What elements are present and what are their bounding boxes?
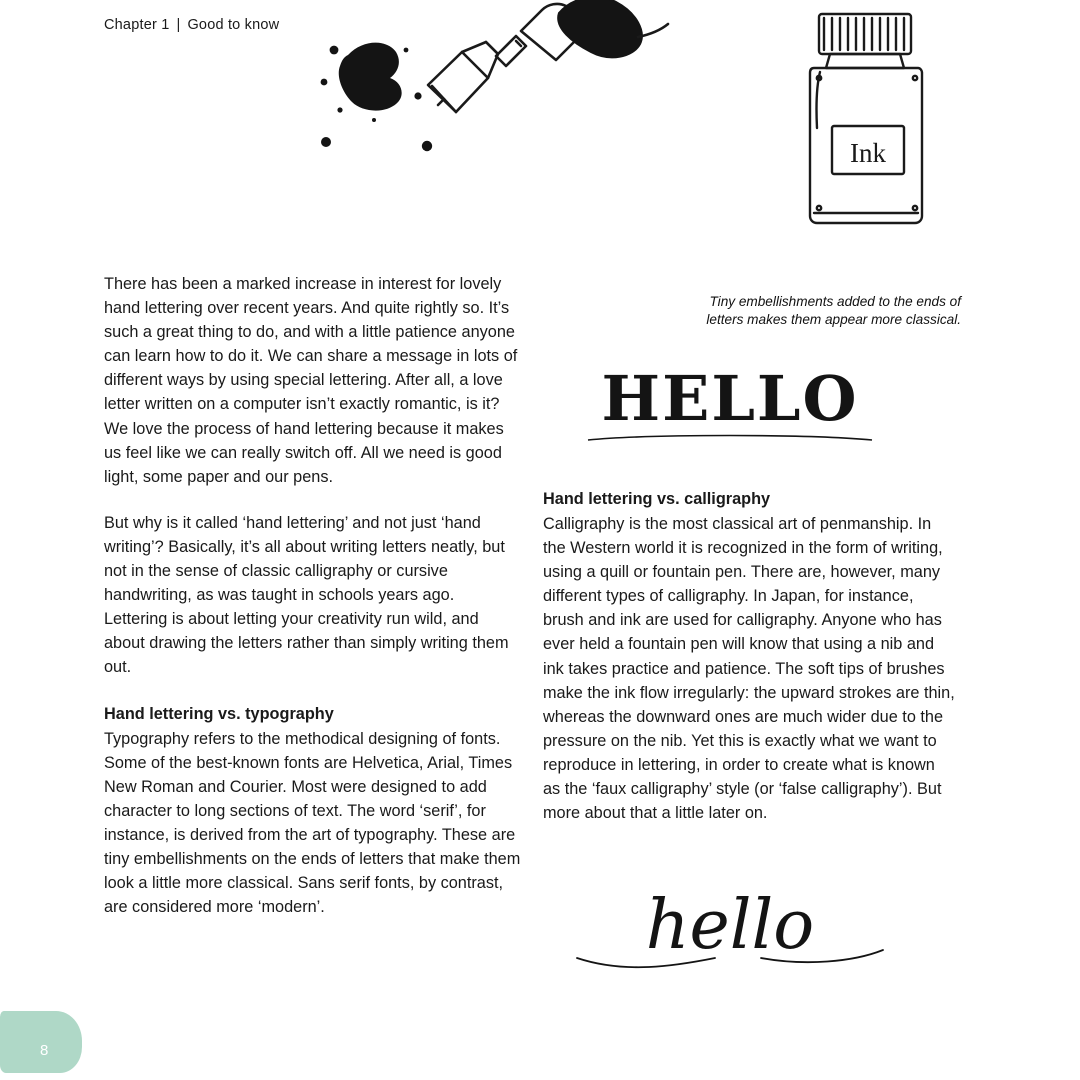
page-number-tab: [0, 1011, 82, 1073]
ink-bottle-illustration: [792, 8, 940, 240]
ink-bottle-label: Ink: [850, 138, 886, 168]
left-text-column: [104, 272, 522, 919]
page-number: 8: [40, 1042, 49, 1059]
left-subheading-typography: Hand lettering vs. typography: [104, 704, 334, 723]
illustration-caption: Tiny embellishments added to the ends of letters makes them appear more classical.: [706, 294, 961, 327]
hello-serif-sample: [580, 352, 880, 447]
right-text-column: [543, 487, 956, 825]
chapter-header: [104, 17, 279, 33]
hello-script-text: hello: [645, 886, 815, 965]
right-subheading-calligraphy: Hand lettering vs. calligraphy: [543, 490, 771, 508]
left-paragraph-1: There has been a marked increase in interest for lovely hand lettering over recent years. And quite rightly so. It’s such a great thing to do, and with a little patience anyone can learn how to do it. We can share a message in lots of different ways by using special lettering. After all, a love letter written on a computer isn’t exactly romantic, is it? We love the process of hand lettering because it makes us feel like we can really switch off. All we need is good light, some paper and our pens.: [104, 275, 518, 486]
right-paragraph-1: Calligraphy is the most classical art of penmanship. In the Western world it is recognized in the form of writing, using a quill or fountain pen. There are, however, many different types of calligraphy. In Japan, for instance, brush and ink are used for calligraphy. Anyone who has ever held a fountain pen will know that using a nib and ink takes practice and patience. The soft tips of brushes make the ink flow irregularly: the upward strokes are thin, whereas the downward ones are much wider due to the pressure on the nib. Yet this is exactly what we want to reproduce in lettering, in order to create what is known as the ‘faux calligraphy’ style (or ‘false calligraphy’). But more about that a little later on.: [543, 515, 955, 823]
hello-serif-text: HELLO: [601, 362, 859, 435]
header-separator: |: [176, 17, 181, 33]
fountain-pen-illustration: [310, 0, 670, 180]
hello-script-sample: [565, 862, 895, 987]
left-paragraph-3: Typography refers to the methodical designing of fonts. Some of the best-known fonts are Helvetica, Arial, Times New Roman and Courier. Most were designed to add character to long sections of text. The word ‘serif’, for instance, is derived from the art of typography. These are tiny embellishments on the ends of letters that make them look a little more classical. Sans serif fonts, by contrast, are considered more ‘modern’.: [104, 729, 521, 917]
left-paragraph-2: But why is it called ‘hand lettering’ and not just ‘hand writing’? Basically, it’s all about writing letters neatly, but not in the sense of classic calligraphy or cursive handwriting, as was taught in schools years ago. Lettering is about letting your creativity run wild, and about drawing the letters rather than simply writing them out.: [104, 513, 509, 677]
chapter-label: Chapter 1: [104, 17, 170, 33]
section-label: Good to know: [187, 17, 280, 33]
